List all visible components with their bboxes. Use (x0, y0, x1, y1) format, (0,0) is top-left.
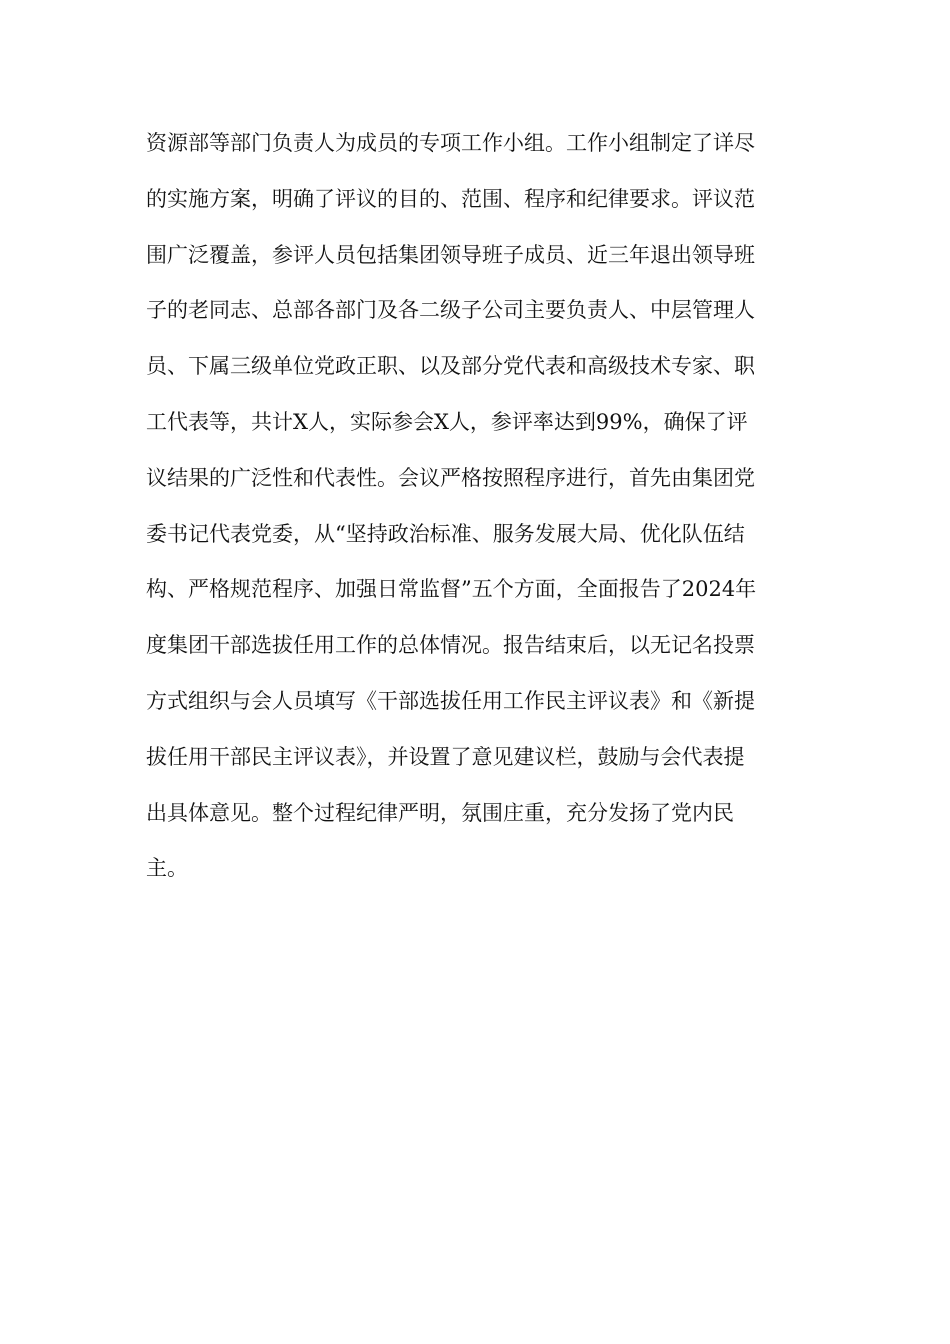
paragraph-line-8: 委书记代表党委，从“坚持政治标准、服务发展大局、优化队伍结 (146, 521, 745, 546)
paragraph-line-7: 议结果的广泛性和代表性。会议严格按照程序进行，首先由集团党 (146, 465, 755, 490)
paragraph-line-12: 拔任用干部民主评议表》，并设置了意见建议栏，鼓励与会代表提 (146, 744, 745, 769)
paragraph-line-1: 资源部等部门负责人为成员的专项工作小组。工作小组制定了详尽 (146, 131, 755, 155)
paragraph-line-10: 度集团干部选拔任用工作的总体情况。报告结束后，以无记名投票 (146, 633, 755, 658)
paragraph-line-11: 方式组织与会人员填写《干部选拔任用工作民主评议表》和《新提 (146, 688, 755, 713)
paragraph-line-14: 主。 (146, 856, 188, 881)
body-paragraph (146, 116, 806, 897)
paragraph-line-13: 出具体意见。整个过程纪律严明，氛围庄重，充分发扬了党内民 (146, 800, 734, 825)
paragraph-line-4: 子的老同志、总部各部门及各二级子公司主要负责人、中层管理人 (146, 298, 755, 323)
paragraph-line-6: 工代表等，共计X人，实际参会X人，参评率达到99%，确保了评 (146, 409, 748, 434)
paragraph-line-2: 的实施方案，明确了评议的目的、范围、程序和纪律要求。评议范 (146, 186, 755, 211)
paragraph-line-3: 围广泛覆盖，参评人员包括集团领导班子成员、近三年退出领导班 (146, 242, 755, 267)
paragraph-line-9: 构、严格规范程序、加强日常监督”五个方面，全面报告了2024年 (146, 577, 757, 602)
paragraph-line-5: 员、下属三级单位党政正职、以及部分党代表和高级技术专家、职 (146, 354, 755, 379)
